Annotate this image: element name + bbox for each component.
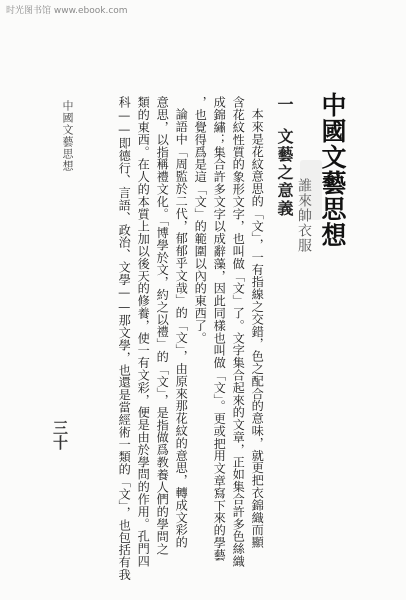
book-title: 中國文藝思想 xyxy=(318,92,347,248)
body-line: 類的東西。在人的本質上加以後天的修養，使一有文彩，便是由於學問的作用。孔門四 xyxy=(136,96,151,568)
running-head: 中國文藝思想 xyxy=(61,100,74,172)
body-line: 含花紋性質的象形文字，也叫做「文」了。文字集合起來的文章，正如集合許多色絲織 xyxy=(231,96,246,568)
subtitle: 誰來帥衣服 xyxy=(296,178,312,253)
body-line: 意思，以指稱禮文化。「博學於文，約之以禮」的「文」，是指做爲教養人們的學問之 xyxy=(155,96,170,555)
body-line: 成錦繡；集合許多文字以成辭藻，因此同樣也叫做「文」。更或把用文章寫下來的學藝 xyxy=(212,96,227,562)
watermark: 时光图书馆 www.ebook.com xyxy=(6,6,128,16)
body-line: 本來是花紋意思的「文」，一有指線之交錯，色之配合的意味，就更把衣錦織而顯 xyxy=(250,108,265,549)
section-number: 一 xyxy=(275,96,294,112)
body-line: 科——即德行、言語、政治、文學——那文學，也還是當經術一類的「文」，也包括有我 xyxy=(117,96,132,581)
section-title: 文藝之意義 xyxy=(275,128,294,218)
body-line: 論語中「周監於二代，郁郁乎文哉」的「文」，由原來那花紋的意思，轉成文彩的 xyxy=(174,108,189,549)
body-line: ，也覺得爲是這「文」的範圍以內的東西了。 xyxy=(193,96,208,344)
page-number: 三十 xyxy=(51,420,69,450)
